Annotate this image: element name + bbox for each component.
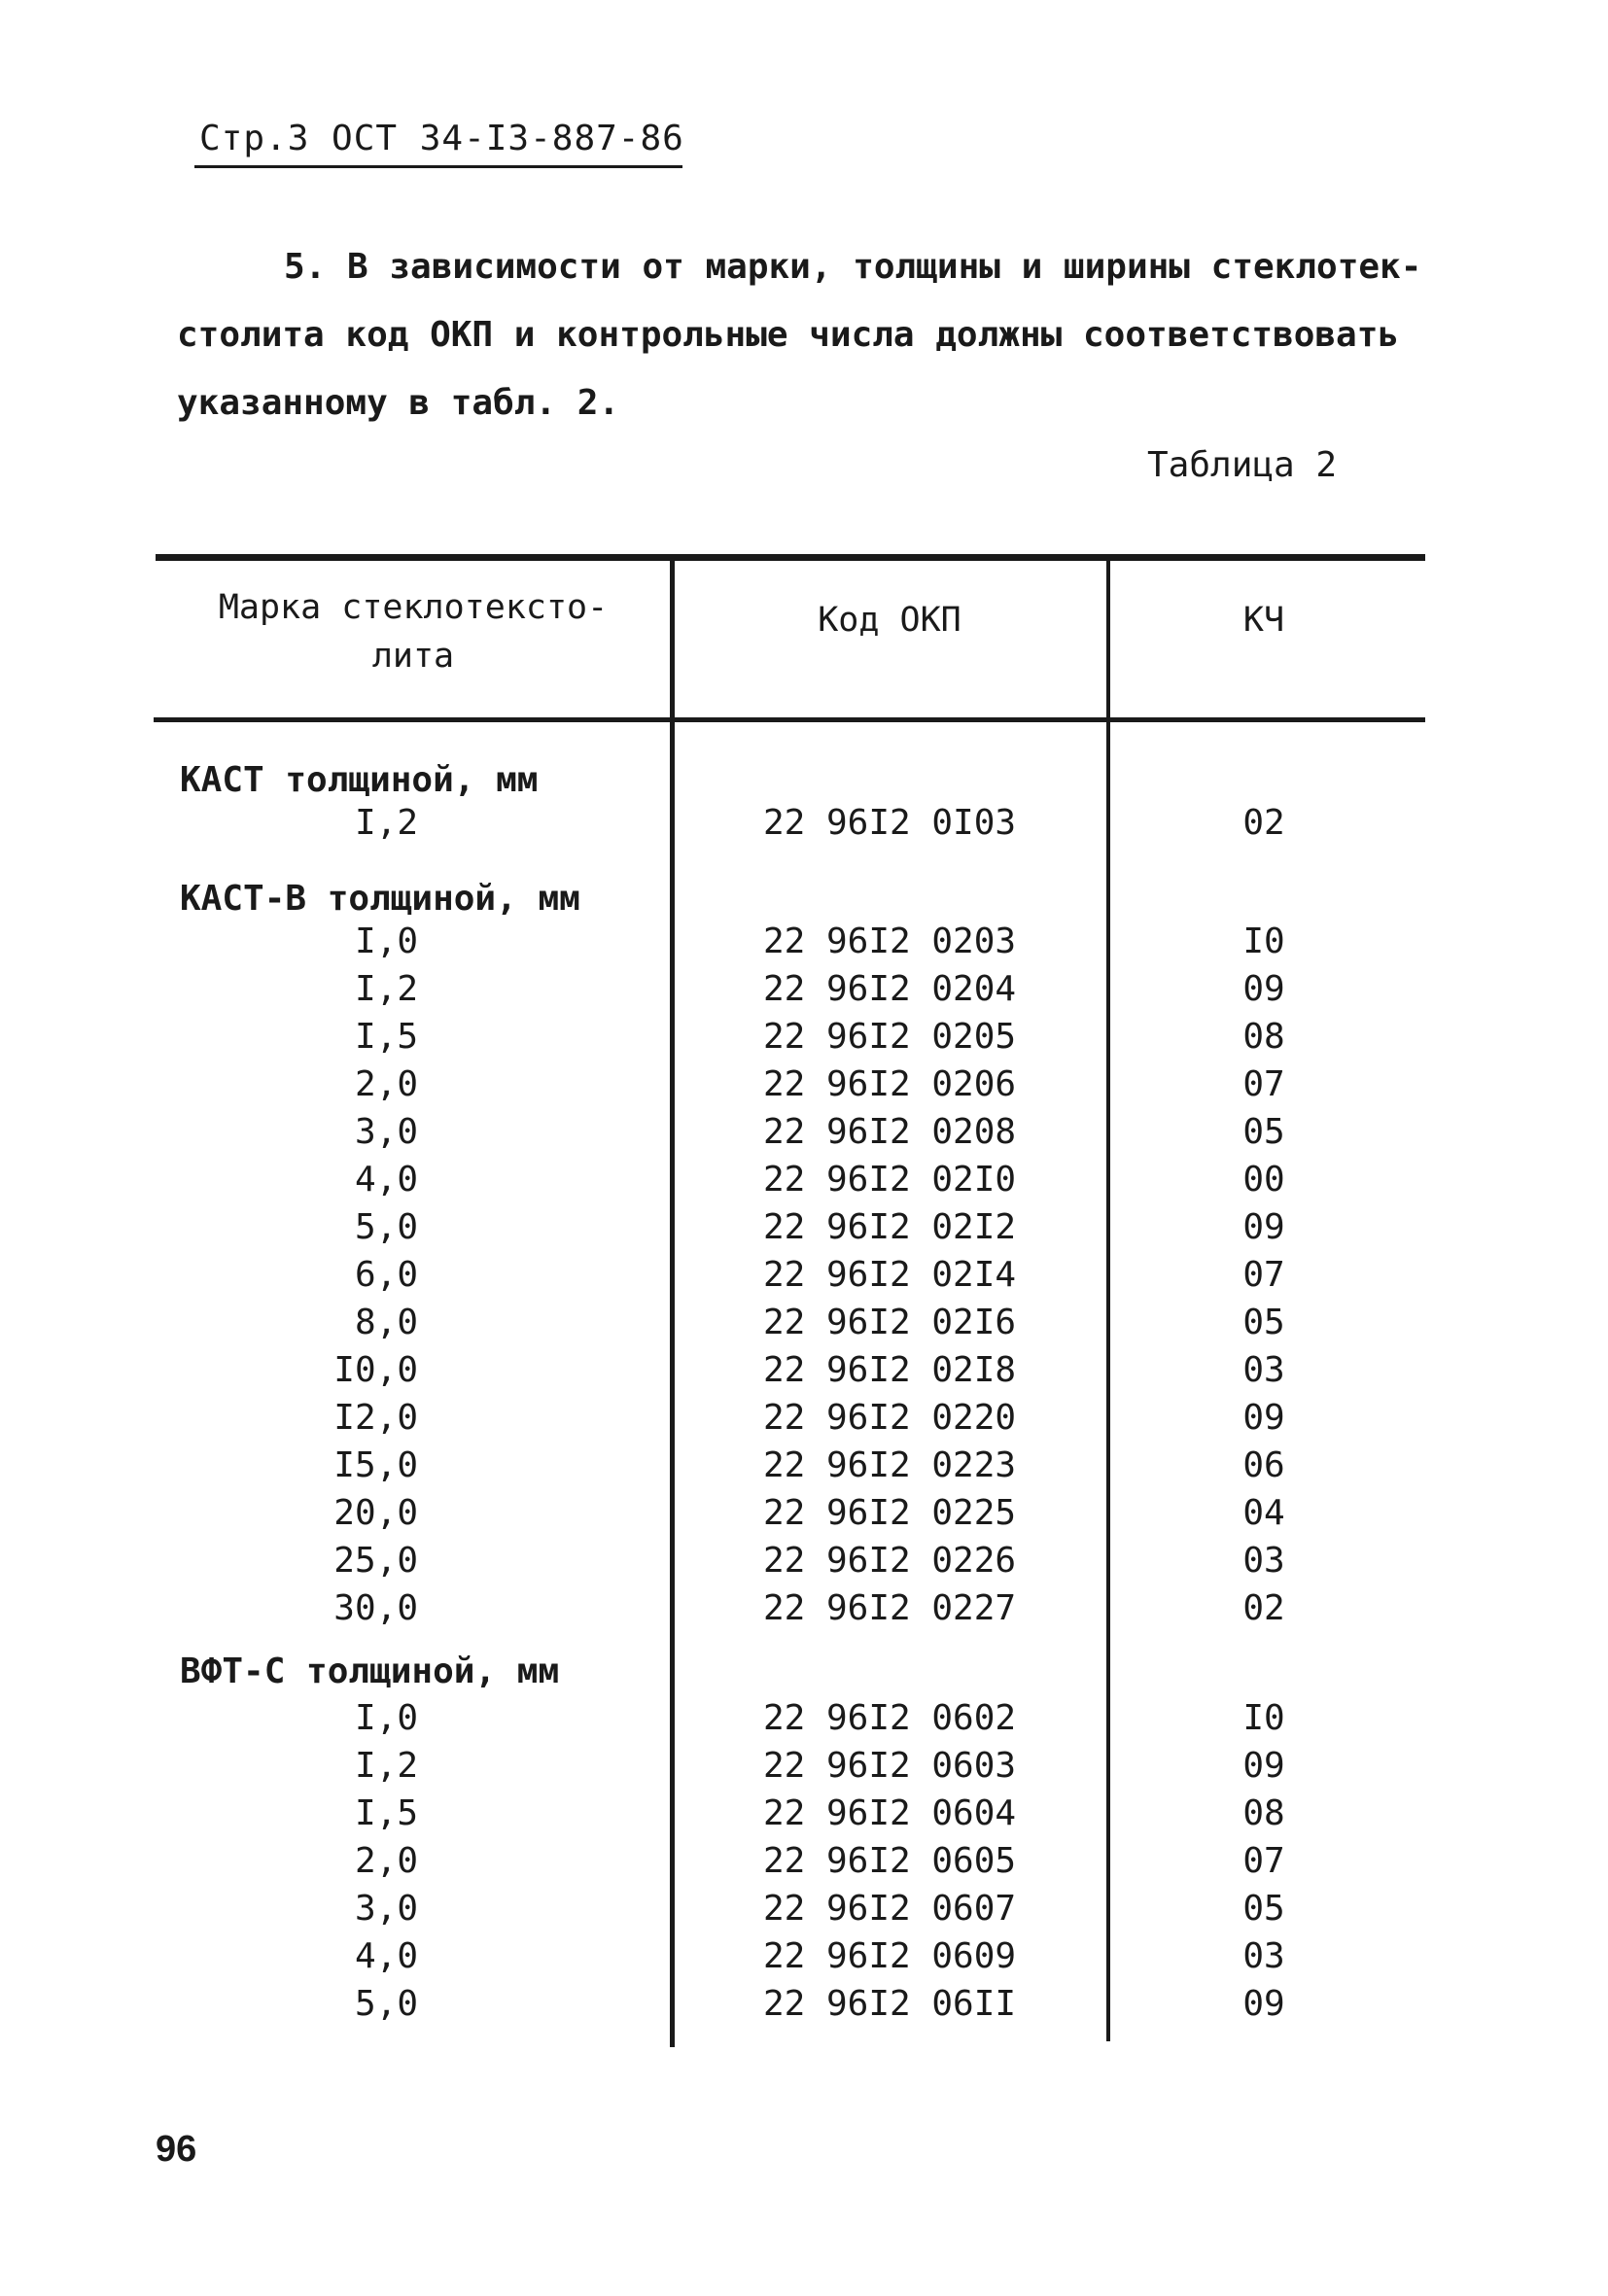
table-row (0, 799, 1608, 848)
table-row (0, 965, 1608, 1014)
cell-check-number: I0 (1242, 922, 1285, 961)
cell-check-number: 09 (1242, 969, 1285, 1009)
cell-grade: I5,0 (333, 1445, 418, 1485)
cell-grade: 2,0 (354, 1064, 418, 1104)
cell-grade: I,5 (354, 1017, 418, 1057)
table-row (0, 1203, 1608, 1252)
page-number: 96 (156, 2129, 197, 2170)
cell-okp-code: 22 96I2 0203 (762, 922, 1017, 961)
cell-okp-code: 22 96I2 0604 (762, 1793, 1017, 1833)
cell-grade: КАСТ толщиной, мм (180, 760, 539, 800)
cell-check-number: 06 (1242, 1445, 1285, 1485)
table-row (0, 1790, 1608, 1838)
table-row (0, 1251, 1608, 1300)
paragraph-line-3: указанному в табл. 2. (177, 383, 620, 423)
cell-grade: 8,0 (354, 1303, 418, 1342)
cell-okp-code: 22 96I2 0226 (762, 1541, 1017, 1581)
cell-okp-code: 22 96I2 0603 (762, 1746, 1017, 1786)
header-okp-code: Код ОКП (818, 601, 961, 640)
table-row (0, 1061, 1608, 1109)
page-header: Стр.3 ОСТ 34-I3-887-86 (199, 119, 684, 158)
table-row (0, 1885, 1608, 1933)
cell-check-number: 02 (1242, 803, 1285, 843)
table-row (0, 1013, 1608, 1061)
header-grade-line-1: Марка стеклотексто- (218, 588, 609, 627)
header-underline (194, 165, 682, 168)
cell-check-number: 07 (1242, 1255, 1285, 1295)
table-row (0, 1537, 1608, 1585)
cell-check-number: 04 (1242, 1493, 1285, 1533)
table-row (0, 918, 1608, 966)
cell-check-number: 09 (1242, 1746, 1285, 1786)
cell-grade: 3,0 (354, 1112, 418, 1152)
cell-grade: I,0 (354, 1698, 418, 1738)
table-row (0, 1442, 1608, 1490)
cell-check-number: 03 (1242, 1541, 1285, 1581)
cell-grade: I,2 (354, 1746, 418, 1786)
cell-grade: КАСТ-В толщиной, мм (180, 879, 580, 919)
cell-okp-code: 22 96I2 0225 (762, 1493, 1017, 1533)
cell-grade: ВФТ-С толщиной, мм (180, 1652, 560, 1691)
cell-okp-code: 22 96I2 06II (762, 1984, 1017, 2024)
cell-grade: 5,0 (354, 1984, 418, 2024)
table-group-row (0, 875, 1608, 923)
cell-grade: 6,0 (354, 1255, 418, 1295)
cell-grade: I,2 (354, 803, 418, 843)
table-row (0, 1694, 1608, 1743)
cell-okp-code: 22 96I2 02I4 (762, 1255, 1017, 1295)
cell-check-number: 07 (1242, 1064, 1285, 1104)
table-row (0, 1932, 1608, 1981)
table-row (0, 1837, 1608, 1886)
cell-okp-code: 22 96I2 0223 (762, 1445, 1017, 1485)
cell-check-number: 02 (1242, 1588, 1285, 1628)
table-row (0, 1346, 1608, 1395)
header-check-number: КЧ (1242, 601, 1285, 640)
cell-okp-code: 22 96I2 0602 (762, 1698, 1017, 1738)
table-row (0, 1980, 1608, 2029)
header-grade (165, 583, 661, 680)
cell-grade: 5,0 (354, 1207, 418, 1247)
cell-grade: 25,0 (333, 1541, 418, 1581)
cell-grade: I,0 (354, 922, 418, 961)
header-grade-line-2: лита (371, 637, 455, 676)
table-group-row (0, 1648, 1608, 1696)
table-row (0, 1584, 1608, 1633)
cell-check-number: 07 (1242, 1841, 1285, 1881)
cell-check-number: I0 (1242, 1698, 1285, 1738)
cell-okp-code: 22 96I2 0607 (762, 1889, 1017, 1929)
cell-okp-code: 22 96I2 0206 (762, 1064, 1017, 1104)
body-paragraph (177, 233, 1422, 437)
cell-grade: I2,0 (333, 1398, 418, 1438)
paragraph-line-2: столита код ОКП и контрольные числа должны соответствовать (177, 315, 1400, 355)
cell-grade: 4,0 (354, 1936, 418, 1976)
cell-check-number: 00 (1242, 1160, 1285, 1200)
cell-okp-code: 22 96I2 0227 (762, 1588, 1017, 1628)
cell-grade: 2,0 (354, 1841, 418, 1881)
cell-check-number: 03 (1242, 1936, 1285, 1976)
cell-grade: 3,0 (354, 1889, 418, 1929)
table-header-rule (154, 717, 1425, 722)
table-row (0, 1742, 1608, 1791)
cell-okp-code: 22 96I2 02I8 (762, 1350, 1017, 1390)
table-top-rule (156, 554, 1425, 561)
cell-check-number: 08 (1242, 1793, 1285, 1833)
cell-okp-code: 22 96I2 0220 (762, 1398, 1017, 1438)
cell-check-number: 05 (1242, 1303, 1285, 1342)
cell-okp-code: 22 96I2 02I2 (762, 1207, 1017, 1247)
cell-grade: I,2 (354, 969, 418, 1009)
table-row (0, 1108, 1608, 1157)
cell-okp-code: 22 96I2 0205 (762, 1017, 1017, 1057)
cell-okp-code: 22 96I2 0605 (762, 1841, 1017, 1881)
cell-grade: 20,0 (333, 1493, 418, 1533)
cell-check-number: 08 (1242, 1017, 1285, 1057)
table-row (0, 1489, 1608, 1538)
cell-okp-code: 22 96I2 02I0 (762, 1160, 1017, 1200)
cell-check-number: 03 (1242, 1350, 1285, 1390)
cell-grade: 30,0 (333, 1588, 418, 1628)
table-row (0, 1394, 1608, 1443)
cell-okp-code: 22 96I2 0609 (762, 1936, 1017, 1976)
cell-okp-code: 22 96I2 02I6 (762, 1303, 1017, 1342)
cell-check-number: 09 (1242, 1207, 1285, 1247)
cell-grade: I0,0 (333, 1350, 418, 1390)
cell-grade: I,5 (354, 1793, 418, 1833)
paragraph-line-1: 5. В зависимости от марки, толщины и ширины стеклотек- (284, 247, 1422, 287)
table-row (0, 1156, 1608, 1204)
table-row (0, 1299, 1608, 1347)
cell-okp-code: 22 96I2 0208 (762, 1112, 1017, 1152)
cell-check-number: 09 (1242, 1398, 1285, 1438)
cell-check-number: 05 (1242, 1112, 1285, 1152)
cell-check-number: 09 (1242, 1984, 1285, 2024)
table-group-row (0, 756, 1608, 805)
cell-okp-code: 22 96I2 0204 (762, 969, 1017, 1009)
cell-grade: 4,0 (354, 1160, 418, 1200)
table-caption: Таблица 2 (1147, 445, 1338, 485)
cell-check-number: 05 (1242, 1889, 1285, 1929)
cell-okp-code: 22 96I2 0I03 (762, 803, 1017, 843)
